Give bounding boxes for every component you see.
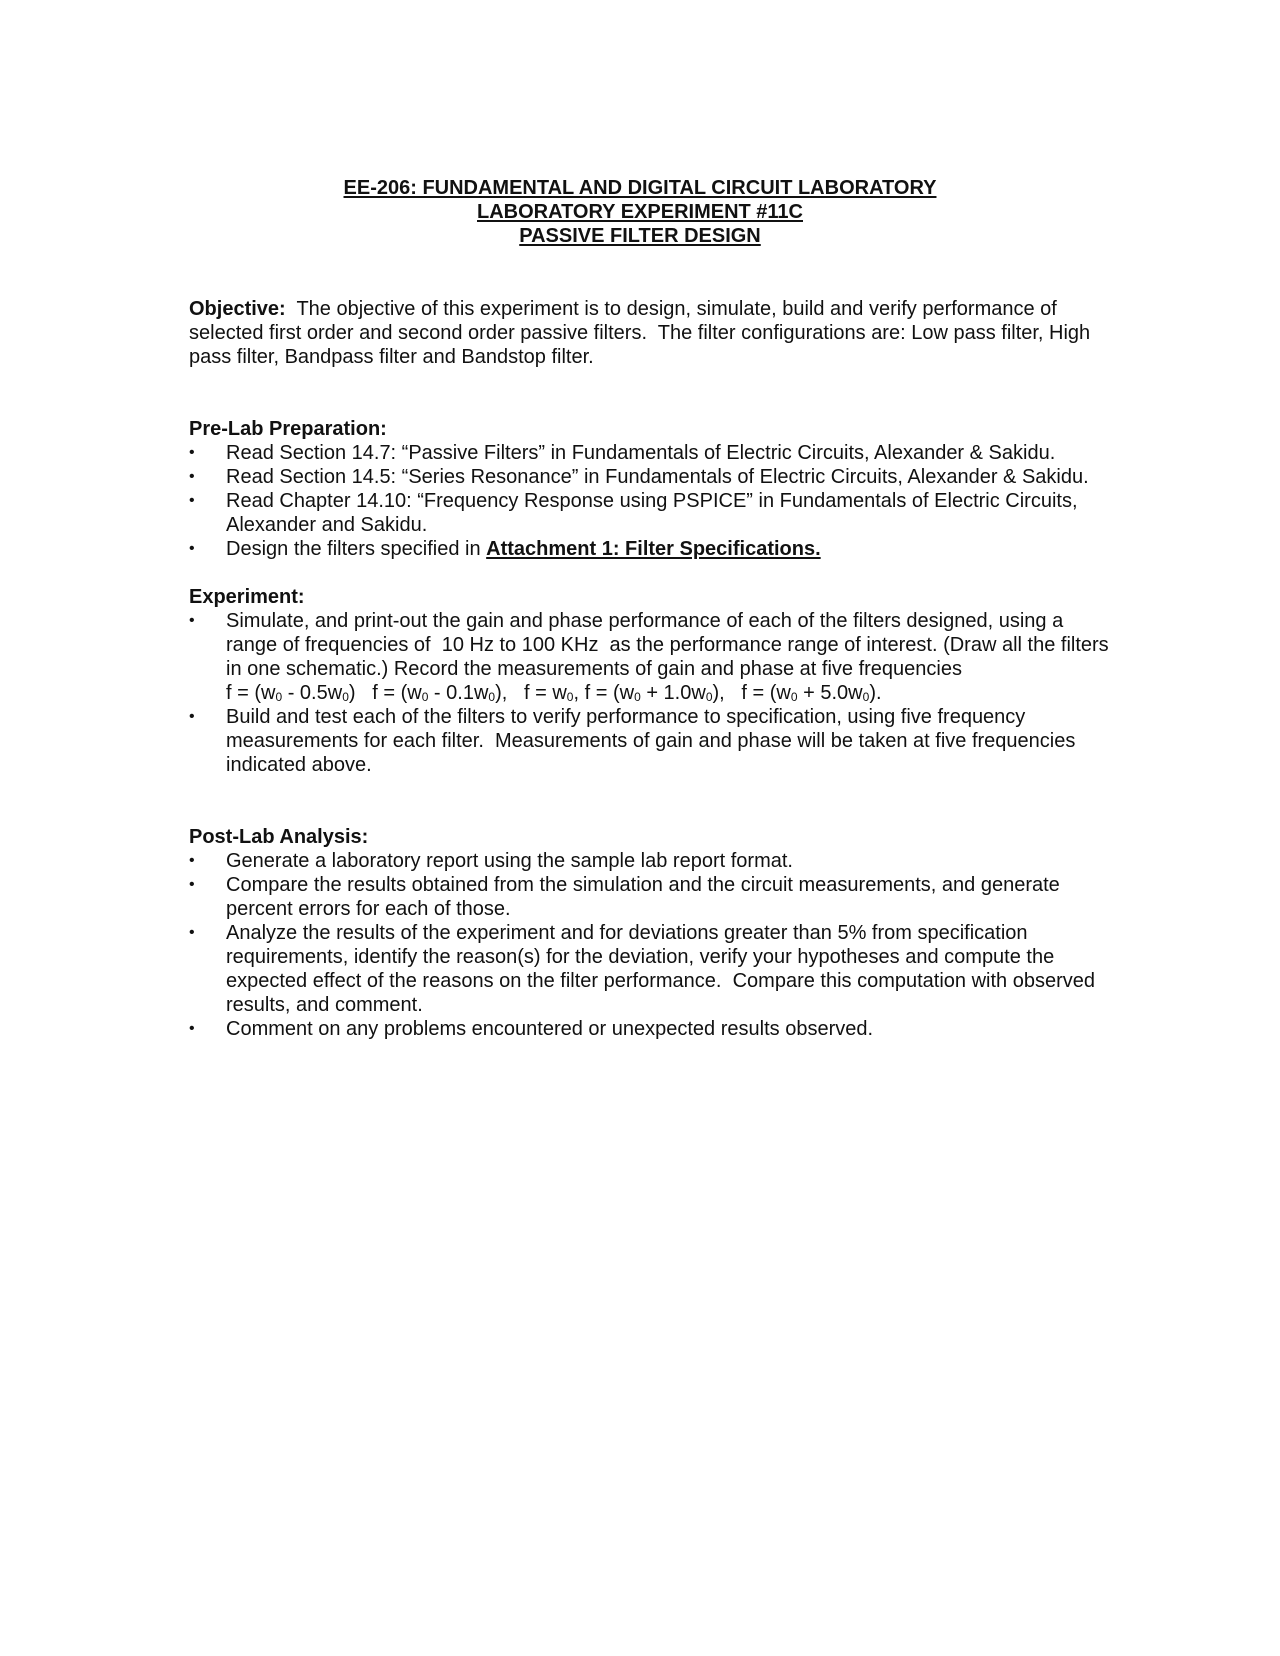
experiment-item-text: Build and test each of the filters to verify performance to specification, using five frequency measurements for each filter. Measurements of gain and phase will be taken at five frequencies indicated above. [226, 706, 1081, 776]
postlab-item-text: Generate a laboratory report using the sample lab report format. [226, 850, 793, 872]
experiment-title: PASSIVE FILTER DESIGN [519, 225, 761, 247]
attachment-link[interactable]: Attachment 1: Filter Specifications. [486, 538, 821, 560]
postlab-item-text: Comment on any problems encountered or unexpected results observed. [226, 1018, 874, 1040]
prelab-heading: Pre-Lab Preparation: [189, 418, 387, 440]
frequency-formula: $f = (w_0 - 0.5w_0)$ $f = (w_0 - 0.1w_0)$, $f = w_0$, $f = (w_0 + 1.0w_0)$, $f = (w_0 + 5.0w_0)$. [226, 682, 882, 704]
list-item [189, 465, 1109, 489]
objective-text: The objective of this experiment is to design, simulate, build and verify performance of selected first order and second order passive filters. The filter configurations are: Low pass filter, High pass filter, Bandpass filter and Bandstop filter. [189, 298, 1096, 368]
experiment-list [189, 609, 1115, 777]
list-item [189, 537, 1109, 561]
experiment-number: LABORATORY EXPERIMENT #11C [477, 201, 803, 223]
bullet-icon: • [189, 924, 195, 941]
prelab-section [189, 417, 1109, 561]
postlab-heading: Post-Lab Analysis: [189, 826, 369, 848]
experiment-section [189, 585, 1115, 777]
list-item [189, 873, 1109, 921]
bullet-icon: • [189, 1020, 195, 1037]
document-body [189, 297, 1115, 1041]
prelab-item-text: Read Section 14.7: “Passive Filters” in Fundamentals of Electric Circuits, Alexander & Sakidu. [226, 442, 1056, 464]
experiment-heading: Experiment: [189, 586, 305, 608]
list-item [189, 441, 1109, 465]
bullet-icon: • [189, 852, 195, 869]
bullet-icon: • [189, 540, 195, 557]
objective-label: Objective: [189, 298, 286, 320]
list-item [189, 705, 1109, 777]
list-item [189, 489, 1109, 537]
objective-paragraph [189, 297, 1109, 369]
postlab-list [189, 849, 1109, 1041]
list-item [189, 849, 1109, 873]
bullet-icon: • [189, 492, 195, 509]
bullet-icon: • [189, 612, 195, 629]
course-title: EE-206: FUNDAMENTAL AND DIGITAL CIRCUIT LABORATORY [343, 177, 937, 199]
bullet-icon: • [189, 876, 195, 893]
prelab-item-text: Design the filters specified in [226, 538, 487, 560]
experiment-item-text: Simulate, and print-out the gain and phase performance of each of the filters designed, using a range of frequencies of 10 Hz to 100 KHz as the performance range of interest. (Draw all the filters in one schematic.) Record the measurements of gain and phase at five frequencies [226, 610, 1115, 680]
postlab-section [189, 825, 1109, 1041]
prelab-item-text: Read Section 14.5: “Series Resonance” in Fundamentals of Electric Circuits, Alexander & Sakidu. [226, 466, 1089, 488]
postlab-item-text: Compare the results obtained from the simulation and the circuit measurements, and generate percent errors for each of those. [226, 874, 1060, 920]
prelab-list [189, 441, 1109, 561]
postlab-item-text: Analyze the results of the experiment and for deviations greater than 5% from specification requirements, identify the reason(s) for the deviation, verify your hypotheses and compute the expected effect of the reasons on the filter performance. Compare this computation with observed results, and comment. [226, 922, 1101, 1016]
bullet-icon: • [189, 444, 195, 461]
list-item [189, 921, 1109, 1017]
bullet-icon: • [189, 708, 195, 725]
list-item [189, 1017, 1109, 1041]
document-header [0, 176, 1280, 248]
list-item [189, 609, 1115, 705]
prelab-item-text: Read Chapter 14.10: “Frequency Response using PSPICE” in Fundamentals of Electric Circuits, Alexander and Sakidu. [226, 490, 1078, 536]
bullet-icon: • [189, 468, 195, 485]
